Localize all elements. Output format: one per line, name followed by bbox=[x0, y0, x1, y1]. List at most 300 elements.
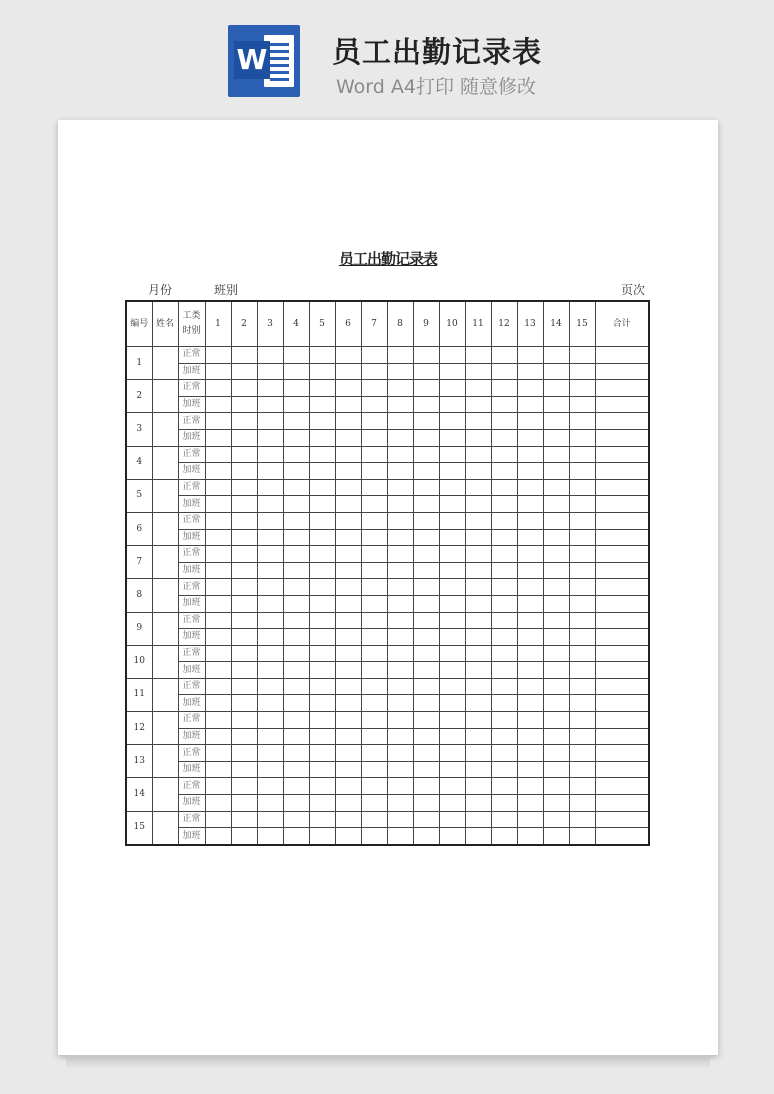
attendance-cell[interactable] bbox=[465, 347, 491, 364]
attendance-cell[interactable] bbox=[231, 479, 257, 496]
attendance-cell[interactable] bbox=[491, 629, 517, 646]
attendance-cell[interactable] bbox=[205, 695, 231, 712]
attendance-cell[interactable] bbox=[517, 479, 543, 496]
attendance-cell[interactable] bbox=[231, 712, 257, 729]
attendance-cell[interactable] bbox=[439, 446, 465, 463]
attendance-cell[interactable] bbox=[257, 645, 283, 662]
attendance-cell[interactable] bbox=[257, 363, 283, 380]
attendance-cell[interactable] bbox=[517, 413, 543, 430]
total-cell[interactable] bbox=[595, 595, 649, 612]
attendance-cell[interactable] bbox=[413, 429, 439, 446]
total-cell[interactable] bbox=[595, 828, 649, 845]
attendance-cell[interactable] bbox=[387, 429, 413, 446]
attendance-cell[interactable] bbox=[231, 413, 257, 430]
attendance-cell[interactable] bbox=[439, 429, 465, 446]
attendance-cell[interactable] bbox=[283, 712, 309, 729]
employee-name-cell[interactable] bbox=[152, 811, 178, 845]
attendance-cell[interactable] bbox=[309, 745, 335, 762]
attendance-cell[interactable] bbox=[231, 463, 257, 480]
attendance-cell[interactable] bbox=[387, 595, 413, 612]
attendance-cell[interactable] bbox=[205, 562, 231, 579]
attendance-cell[interactable] bbox=[517, 712, 543, 729]
attendance-cell[interactable] bbox=[465, 778, 491, 795]
attendance-cell[interactable] bbox=[439, 828, 465, 845]
attendance-cell[interactable] bbox=[465, 662, 491, 679]
attendance-cell[interactable] bbox=[257, 612, 283, 629]
attendance-cell[interactable] bbox=[439, 562, 465, 579]
attendance-cell[interactable] bbox=[569, 496, 595, 513]
attendance-cell[interactable] bbox=[543, 629, 569, 646]
attendance-cell[interactable] bbox=[283, 678, 309, 695]
attendance-cell[interactable] bbox=[361, 363, 387, 380]
attendance-cell[interactable] bbox=[439, 413, 465, 430]
attendance-cell[interactable] bbox=[283, 662, 309, 679]
attendance-cell[interactable] bbox=[543, 612, 569, 629]
attendance-cell[interactable] bbox=[439, 463, 465, 480]
attendance-cell[interactable] bbox=[387, 413, 413, 430]
attendance-cell[interactable] bbox=[569, 512, 595, 529]
attendance-cell[interactable] bbox=[335, 678, 361, 695]
attendance-cell[interactable] bbox=[231, 629, 257, 646]
attendance-cell[interactable] bbox=[361, 396, 387, 413]
attendance-cell[interactable] bbox=[361, 662, 387, 679]
attendance-cell[interactable] bbox=[205, 662, 231, 679]
attendance-cell[interactable] bbox=[231, 695, 257, 712]
attendance-cell[interactable] bbox=[517, 612, 543, 629]
attendance-cell[interactable] bbox=[439, 678, 465, 695]
attendance-cell[interactable] bbox=[491, 380, 517, 397]
attendance-cell[interactable] bbox=[439, 662, 465, 679]
attendance-cell[interactable] bbox=[413, 380, 439, 397]
attendance-cell[interactable] bbox=[517, 828, 543, 845]
attendance-cell[interactable] bbox=[283, 396, 309, 413]
attendance-cell[interactable] bbox=[205, 745, 231, 762]
attendance-cell[interactable] bbox=[231, 795, 257, 812]
attendance-cell[interactable] bbox=[231, 347, 257, 364]
attendance-cell[interactable] bbox=[309, 363, 335, 380]
attendance-cell[interactable] bbox=[517, 363, 543, 380]
total-cell[interactable] bbox=[595, 678, 649, 695]
attendance-cell[interactable] bbox=[205, 446, 231, 463]
attendance-cell[interactable] bbox=[543, 579, 569, 596]
attendance-cell[interactable] bbox=[517, 795, 543, 812]
attendance-cell[interactable] bbox=[257, 562, 283, 579]
attendance-cell[interactable] bbox=[517, 496, 543, 513]
attendance-cell[interactable] bbox=[413, 347, 439, 364]
attendance-cell[interactable] bbox=[439, 579, 465, 596]
attendance-cell[interactable] bbox=[361, 429, 387, 446]
attendance-cell[interactable] bbox=[413, 446, 439, 463]
attendance-cell[interactable] bbox=[283, 579, 309, 596]
attendance-cell[interactable] bbox=[205, 579, 231, 596]
attendance-cell[interactable] bbox=[309, 695, 335, 712]
attendance-cell[interactable] bbox=[335, 629, 361, 646]
attendance-cell[interactable] bbox=[257, 695, 283, 712]
total-cell[interactable] bbox=[595, 479, 649, 496]
attendance-cell[interactable] bbox=[335, 579, 361, 596]
attendance-cell[interactable] bbox=[231, 446, 257, 463]
attendance-cell[interactable] bbox=[205, 347, 231, 364]
attendance-cell[interactable] bbox=[283, 429, 309, 446]
attendance-cell[interactable] bbox=[413, 662, 439, 679]
attendance-cell[interactable] bbox=[465, 761, 491, 778]
attendance-cell[interactable] bbox=[283, 695, 309, 712]
attendance-cell[interactable] bbox=[309, 595, 335, 612]
employee-name-cell[interactable] bbox=[152, 479, 178, 512]
attendance-cell[interactable] bbox=[543, 413, 569, 430]
attendance-cell[interactable] bbox=[335, 496, 361, 513]
attendance-cell[interactable] bbox=[335, 562, 361, 579]
attendance-cell[interactable] bbox=[517, 512, 543, 529]
attendance-cell[interactable] bbox=[543, 463, 569, 480]
attendance-cell[interactable] bbox=[465, 629, 491, 646]
attendance-cell[interactable] bbox=[465, 363, 491, 380]
attendance-cell[interactable] bbox=[543, 695, 569, 712]
attendance-cell[interactable] bbox=[231, 678, 257, 695]
attendance-cell[interactable] bbox=[465, 579, 491, 596]
attendance-cell[interactable] bbox=[465, 678, 491, 695]
attendance-cell[interactable] bbox=[439, 761, 465, 778]
total-cell[interactable] bbox=[595, 811, 649, 828]
attendance-cell[interactable] bbox=[491, 496, 517, 513]
attendance-cell[interactable] bbox=[361, 347, 387, 364]
attendance-cell[interactable] bbox=[257, 678, 283, 695]
attendance-cell[interactable] bbox=[439, 612, 465, 629]
attendance-cell[interactable] bbox=[465, 446, 491, 463]
attendance-cell[interactable] bbox=[257, 413, 283, 430]
attendance-cell[interactable] bbox=[309, 579, 335, 596]
attendance-cell[interactable] bbox=[205, 795, 231, 812]
attendance-cell[interactable] bbox=[413, 529, 439, 546]
attendance-cell[interactable] bbox=[491, 662, 517, 679]
attendance-cell[interactable] bbox=[543, 446, 569, 463]
attendance-cell[interactable] bbox=[413, 645, 439, 662]
attendance-cell[interactable] bbox=[569, 546, 595, 563]
attendance-cell[interactable] bbox=[413, 396, 439, 413]
attendance-cell[interactable] bbox=[491, 546, 517, 563]
attendance-cell[interactable] bbox=[491, 512, 517, 529]
attendance-cell[interactable] bbox=[231, 496, 257, 513]
total-cell[interactable] bbox=[595, 562, 649, 579]
attendance-cell[interactable] bbox=[257, 463, 283, 480]
attendance-cell[interactable] bbox=[491, 712, 517, 729]
attendance-cell[interactable] bbox=[361, 496, 387, 513]
attendance-cell[interactable] bbox=[465, 512, 491, 529]
attendance-cell[interactable] bbox=[387, 380, 413, 397]
attendance-cell[interactable] bbox=[465, 413, 491, 430]
attendance-cell[interactable] bbox=[569, 562, 595, 579]
total-cell[interactable] bbox=[595, 529, 649, 546]
attendance-cell[interactable] bbox=[205, 678, 231, 695]
attendance-cell[interactable] bbox=[361, 645, 387, 662]
attendance-cell[interactable] bbox=[465, 529, 491, 546]
employee-name-cell[interactable] bbox=[152, 546, 178, 579]
attendance-cell[interactable] bbox=[465, 562, 491, 579]
attendance-cell[interactable] bbox=[309, 712, 335, 729]
attendance-cell[interactable] bbox=[413, 795, 439, 812]
attendance-cell[interactable] bbox=[543, 396, 569, 413]
attendance-cell[interactable] bbox=[465, 828, 491, 845]
attendance-cell[interactable] bbox=[491, 396, 517, 413]
attendance-cell[interactable] bbox=[361, 745, 387, 762]
attendance-cell[interactable] bbox=[309, 463, 335, 480]
attendance-cell[interactable] bbox=[309, 496, 335, 513]
attendance-cell[interactable] bbox=[517, 546, 543, 563]
attendance-cell[interactable] bbox=[257, 579, 283, 596]
attendance-cell[interactable] bbox=[361, 595, 387, 612]
attendance-cell[interactable] bbox=[413, 512, 439, 529]
attendance-cell[interactable] bbox=[257, 712, 283, 729]
total-cell[interactable] bbox=[595, 645, 649, 662]
attendance-cell[interactable] bbox=[517, 579, 543, 596]
attendance-cell[interactable] bbox=[439, 347, 465, 364]
attendance-cell[interactable] bbox=[543, 828, 569, 845]
attendance-cell[interactable] bbox=[465, 595, 491, 612]
attendance-cell[interactable] bbox=[335, 778, 361, 795]
attendance-cell[interactable] bbox=[283, 347, 309, 364]
attendance-cell[interactable] bbox=[569, 595, 595, 612]
attendance-cell[interactable] bbox=[361, 678, 387, 695]
attendance-cell[interactable] bbox=[205, 429, 231, 446]
attendance-cell[interactable] bbox=[517, 595, 543, 612]
total-cell[interactable] bbox=[595, 413, 649, 430]
attendance-cell[interactable] bbox=[335, 479, 361, 496]
attendance-cell[interactable] bbox=[335, 512, 361, 529]
attendance-cell[interactable] bbox=[465, 463, 491, 480]
total-cell[interactable] bbox=[595, 396, 649, 413]
attendance-cell[interactable] bbox=[413, 728, 439, 745]
attendance-cell[interactable] bbox=[361, 612, 387, 629]
employee-name-cell[interactable] bbox=[152, 745, 178, 778]
attendance-cell[interactable] bbox=[569, 761, 595, 778]
attendance-cell[interactable] bbox=[439, 629, 465, 646]
total-cell[interactable] bbox=[595, 712, 649, 729]
attendance-cell[interactable] bbox=[231, 761, 257, 778]
attendance-cell[interactable] bbox=[205, 363, 231, 380]
attendance-cell[interactable] bbox=[309, 347, 335, 364]
attendance-cell[interactable] bbox=[335, 380, 361, 397]
attendance-cell[interactable] bbox=[413, 761, 439, 778]
attendance-cell[interactable] bbox=[387, 463, 413, 480]
attendance-cell[interactable] bbox=[257, 380, 283, 397]
attendance-cell[interactable] bbox=[257, 795, 283, 812]
attendance-cell[interactable] bbox=[335, 463, 361, 480]
attendance-cell[interactable] bbox=[439, 645, 465, 662]
attendance-cell[interactable] bbox=[361, 712, 387, 729]
employee-name-cell[interactable] bbox=[152, 347, 178, 380]
attendance-cell[interactable] bbox=[387, 347, 413, 364]
total-cell[interactable] bbox=[595, 629, 649, 646]
attendance-cell[interactable] bbox=[569, 712, 595, 729]
attendance-cell[interactable] bbox=[543, 795, 569, 812]
attendance-cell[interactable] bbox=[387, 446, 413, 463]
attendance-cell[interactable] bbox=[491, 778, 517, 795]
attendance-cell[interactable] bbox=[517, 662, 543, 679]
attendance-cell[interactable] bbox=[231, 529, 257, 546]
attendance-cell[interactable] bbox=[335, 728, 361, 745]
attendance-cell[interactable] bbox=[413, 695, 439, 712]
attendance-cell[interactable] bbox=[543, 479, 569, 496]
attendance-cell[interactable] bbox=[517, 695, 543, 712]
attendance-cell[interactable] bbox=[439, 363, 465, 380]
attendance-cell[interactable] bbox=[491, 479, 517, 496]
attendance-cell[interactable] bbox=[231, 745, 257, 762]
total-cell[interactable] bbox=[595, 347, 649, 364]
attendance-cell[interactable] bbox=[491, 529, 517, 546]
total-cell[interactable] bbox=[595, 662, 649, 679]
attendance-cell[interactable] bbox=[309, 479, 335, 496]
attendance-cell[interactable] bbox=[387, 629, 413, 646]
attendance-cell[interactable] bbox=[283, 595, 309, 612]
attendance-cell[interactable] bbox=[231, 662, 257, 679]
attendance-cell[interactable] bbox=[205, 496, 231, 513]
attendance-cell[interactable] bbox=[387, 811, 413, 828]
attendance-cell[interactable] bbox=[335, 645, 361, 662]
attendance-cell[interactable] bbox=[491, 678, 517, 695]
attendance-cell[interactable] bbox=[387, 678, 413, 695]
attendance-cell[interactable] bbox=[257, 595, 283, 612]
attendance-cell[interactable] bbox=[543, 496, 569, 513]
attendance-cell[interactable] bbox=[413, 629, 439, 646]
attendance-cell[interactable] bbox=[569, 695, 595, 712]
attendance-cell[interactable] bbox=[517, 529, 543, 546]
attendance-cell[interactable] bbox=[517, 728, 543, 745]
attendance-cell[interactable] bbox=[283, 546, 309, 563]
attendance-cell[interactable] bbox=[439, 496, 465, 513]
attendance-cell[interactable] bbox=[569, 612, 595, 629]
attendance-cell[interactable] bbox=[309, 678, 335, 695]
attendance-cell[interactable] bbox=[465, 396, 491, 413]
attendance-cell[interactable] bbox=[569, 363, 595, 380]
attendance-cell[interactable] bbox=[335, 612, 361, 629]
attendance-cell[interactable] bbox=[283, 363, 309, 380]
attendance-cell[interactable] bbox=[335, 347, 361, 364]
attendance-cell[interactable] bbox=[517, 562, 543, 579]
attendance-cell[interactable] bbox=[387, 496, 413, 513]
attendance-cell[interactable] bbox=[569, 446, 595, 463]
attendance-cell[interactable] bbox=[257, 745, 283, 762]
attendance-cell[interactable] bbox=[569, 347, 595, 364]
attendance-cell[interactable] bbox=[257, 546, 283, 563]
attendance-cell[interactable] bbox=[205, 595, 231, 612]
attendance-cell[interactable] bbox=[309, 380, 335, 397]
attendance-cell[interactable] bbox=[491, 645, 517, 662]
attendance-cell[interactable] bbox=[257, 811, 283, 828]
attendance-cell[interactable] bbox=[543, 529, 569, 546]
attendance-cell[interactable] bbox=[569, 429, 595, 446]
attendance-cell[interactable] bbox=[387, 562, 413, 579]
attendance-cell[interactable] bbox=[569, 662, 595, 679]
attendance-cell[interactable] bbox=[543, 562, 569, 579]
attendance-cell[interactable] bbox=[205, 728, 231, 745]
attendance-cell[interactable] bbox=[517, 761, 543, 778]
attendance-cell[interactable] bbox=[335, 745, 361, 762]
attendance-cell[interactable] bbox=[283, 778, 309, 795]
attendance-cell[interactable] bbox=[517, 745, 543, 762]
attendance-cell[interactable] bbox=[491, 612, 517, 629]
attendance-cell[interactable] bbox=[543, 512, 569, 529]
attendance-cell[interactable] bbox=[465, 795, 491, 812]
attendance-cell[interactable] bbox=[283, 795, 309, 812]
attendance-cell[interactable] bbox=[257, 396, 283, 413]
attendance-cell[interactable] bbox=[205, 712, 231, 729]
attendance-cell[interactable] bbox=[491, 811, 517, 828]
employee-name-cell[interactable] bbox=[152, 446, 178, 479]
attendance-cell[interactable] bbox=[283, 413, 309, 430]
attendance-cell[interactable] bbox=[205, 761, 231, 778]
attendance-cell[interactable] bbox=[361, 446, 387, 463]
attendance-cell[interactable] bbox=[309, 778, 335, 795]
employee-name-cell[interactable] bbox=[152, 579, 178, 612]
attendance-cell[interactable] bbox=[335, 396, 361, 413]
attendance-cell[interactable] bbox=[387, 479, 413, 496]
attendance-cell[interactable] bbox=[361, 529, 387, 546]
employee-name-cell[interactable] bbox=[152, 413, 178, 446]
attendance-cell[interactable] bbox=[387, 695, 413, 712]
attendance-cell[interactable] bbox=[283, 629, 309, 646]
attendance-cell[interactable] bbox=[543, 429, 569, 446]
attendance-cell[interactable] bbox=[231, 828, 257, 845]
attendance-cell[interactable] bbox=[465, 745, 491, 762]
attendance-cell[interactable] bbox=[569, 479, 595, 496]
total-cell[interactable] bbox=[595, 728, 649, 745]
attendance-cell[interactable] bbox=[387, 396, 413, 413]
attendance-cell[interactable] bbox=[569, 463, 595, 480]
total-cell[interactable] bbox=[595, 612, 649, 629]
attendance-cell[interactable] bbox=[309, 662, 335, 679]
attendance-cell[interactable] bbox=[569, 811, 595, 828]
attendance-cell[interactable] bbox=[439, 479, 465, 496]
attendance-cell[interactable] bbox=[491, 562, 517, 579]
attendance-cell[interactable] bbox=[543, 595, 569, 612]
attendance-cell[interactable] bbox=[517, 463, 543, 480]
attendance-cell[interactable] bbox=[517, 446, 543, 463]
attendance-cell[interactable] bbox=[543, 347, 569, 364]
attendance-cell[interactable] bbox=[439, 380, 465, 397]
total-cell[interactable] bbox=[595, 695, 649, 712]
attendance-cell[interactable] bbox=[491, 413, 517, 430]
attendance-cell[interactable] bbox=[283, 479, 309, 496]
attendance-cell[interactable] bbox=[361, 562, 387, 579]
attendance-cell[interactable] bbox=[231, 778, 257, 795]
attendance-cell[interactable] bbox=[569, 778, 595, 795]
attendance-cell[interactable] bbox=[309, 429, 335, 446]
attendance-cell[interactable] bbox=[387, 363, 413, 380]
attendance-cell[interactable] bbox=[257, 512, 283, 529]
attendance-cell[interactable] bbox=[543, 811, 569, 828]
attendance-cell[interactable] bbox=[309, 396, 335, 413]
attendance-cell[interactable] bbox=[517, 678, 543, 695]
total-cell[interactable] bbox=[595, 496, 649, 513]
attendance-cell[interactable] bbox=[205, 479, 231, 496]
attendance-cell[interactable] bbox=[283, 562, 309, 579]
attendance-cell[interactable] bbox=[283, 612, 309, 629]
attendance-cell[interactable] bbox=[283, 463, 309, 480]
attendance-cell[interactable] bbox=[465, 712, 491, 729]
attendance-cell[interactable] bbox=[387, 745, 413, 762]
attendance-cell[interactable] bbox=[439, 728, 465, 745]
attendance-cell[interactable] bbox=[205, 463, 231, 480]
attendance-cell[interactable] bbox=[491, 745, 517, 762]
attendance-cell[interactable] bbox=[439, 712, 465, 729]
attendance-cell[interactable] bbox=[491, 429, 517, 446]
attendance-cell[interactable] bbox=[205, 645, 231, 662]
attendance-cell[interactable] bbox=[205, 413, 231, 430]
attendance-cell[interactable] bbox=[361, 795, 387, 812]
attendance-cell[interactable] bbox=[309, 546, 335, 563]
employee-name-cell[interactable] bbox=[152, 778, 178, 811]
total-cell[interactable] bbox=[595, 446, 649, 463]
